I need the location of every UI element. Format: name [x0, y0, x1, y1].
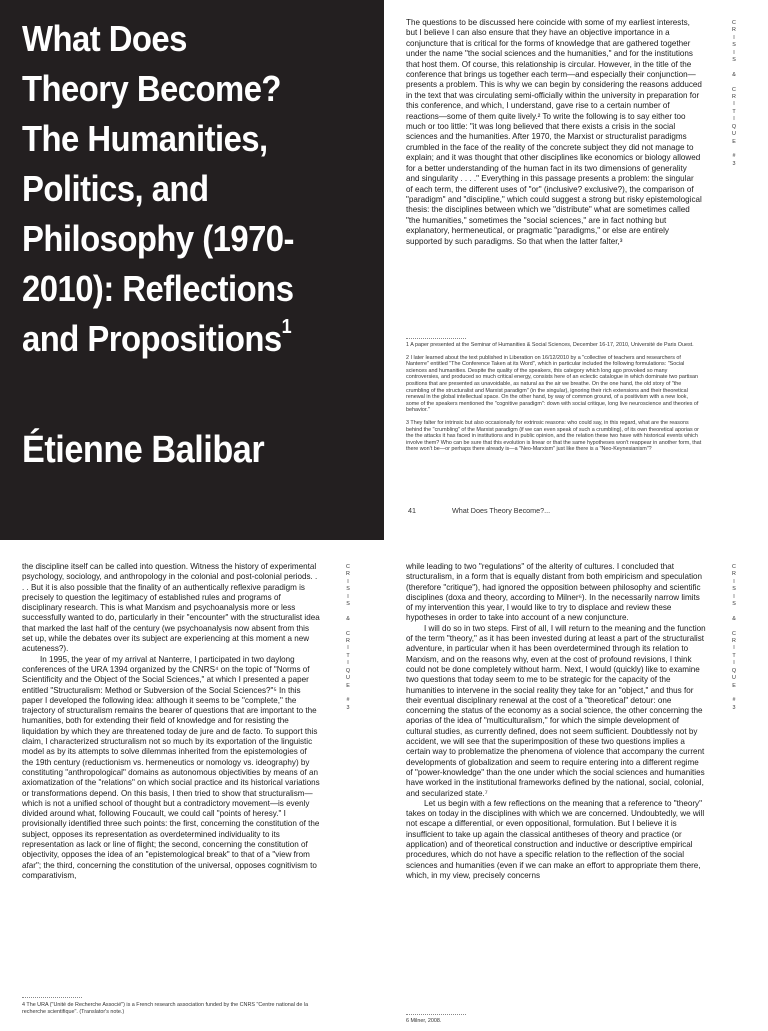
footnote: 6 Milner, 2008.: [406, 1018, 442, 1024]
title-footnote-marker: 1: [281, 316, 292, 338]
top-right-body: [406, 18, 702, 247]
title-line: The Humanities,: [22, 118, 268, 159]
footnote: 3 They falter for intrinsic but also occasionally for extrinsic reasons: who could say, in this regard, what are the reasons behind the "crumbling" of the Marxist paradigm (if we can even speak of such a crumbling), of its own theoretical aporias or the the attacks it has faced in institutions and in public opinion, and the relation these two have with historical events which involve them? Who can be sure that this evolution is linear or that the same hypotheses won't reappear in another form, that there won't be—or perhaps there already is—a "Neo-Marxism" just like there is a "Neo-Keynesianism"?: [406, 419, 702, 453]
running-title: What Does Theory Become?...: [452, 506, 551, 515]
title-line: 2010): Reflections: [22, 268, 294, 309]
title-line: and Propositions: [22, 318, 282, 359]
footnote-divider: [406, 338, 466, 339]
footnote-divider: [22, 997, 82, 998]
page-number: 41: [408, 506, 416, 515]
journal-side-label: C R I S I S & C R I T I Q U E # 3: [731, 20, 737, 167]
top-footnotes: [406, 342, 702, 459]
bottom-left-body: [22, 562, 320, 881]
paragraph: the discipline itself can be called into question. Witness the history of experimental psychology, sociology, and anthropology in the colonial and post-colonial periods. . . . But it is also possible that the finality of an authentically reflexive paradigm is precisely to question the legitimacy of established rules and programs of disciplinary research. This is what Marxism and psychoanalysis more or less successfully wanted to do, particularly in their "encounter" with the structuralist idea that marked the last half of the century (we psychoanalysis now absent from this set up, while the debates over its subject are experiencing at this moment a new acuteness?).: [22, 562, 320, 654]
journal-side-label: C R I S I S & C R I T I Q U E # 3: [731, 564, 737, 711]
article-title: [22, 14, 382, 364]
title-block: [0, 0, 384, 540]
title-line: Politics, and: [22, 168, 209, 209]
paragraph: I will do so in two steps. First of all, I will return to the meaning and the function of the term "theory," as it has been invested during at least a part of the structuralist adventure, in particular when it has been overdetermined through its relation to Marxism, and on the reasons why, even at the cost of profound revisions, I think could not be done completely without harm. Next, I would (quickly) like to examine two questions that today seem to me to be strategic for the capacity of the humanities to intervene in the social reality they take for an "object," and thus for their eventual disciplinary renewal at the cost of a "theoretical" detour: one concerning the status of the economy as a social science, the other concerning the aporias of the idea of "multiculturalism," for which the simple development of cultural studies, as currently defined, does not seem sufficient. Doubtlessly not by accident, we will see that the superimposition of these two questions implies a certain way to problematize the phenomena of violence that accompany the current developments of globalization and seem to require entering into a different regime of "power-knowledge" than the one under which the social sciences and humanities have worked in the institutional frameworks defined by the national, social, colonial, and secularized state.⁷: [406, 623, 706, 798]
footnote-divider: [406, 1014, 466, 1015]
title-line: Philosophy (1970-: [22, 218, 294, 259]
footnote: 4 The URA ("Unité de Recherche Associé") is a French research association funded by the CNRS "Centre national de la recherche scientifique". (Translator's note.): [22, 1002, 309, 1015]
footnote: 1 A paper presented at the Seminar of Humanities & Social Sciences, December 16-17, 2010, Université de Paris Ouest.: [406, 342, 694, 348]
paragraph: Let us begin with a few reflections on the meaning that a reference to "theory" takes on today in the disciplines with which we are concerned. Undoubtedly, we will not escape a differential, or even oppositional, formulation. But I believe it is insufficient to take up again the classical antitheses of theory and practice (or application) and of theoretical construction and inductive or descriptive empirical procedures, which do not have a specific relation to the reflection of the social sciences and humanities (even if we can make an effort to appropriate them there, which, in my view, precisely concerns: [406, 798, 705, 880]
journal-side-label: C R I S I S & C R I T I Q U E # 3: [345, 564, 351, 711]
paragraph: In 1995, the year of my arrival at Nanterre, I participated in two daylong conferences of the URA 1394 organized by the CNRS⁴ on the topic of "Norms of Scientificity and the Object of the Social Sciences," at which I presented a paper entitled "Structuralism: Method or Subversion of the Social Sciences?"⁵ In this paper I developed the following idea: although it seems to be "complete," the trajectory of structuralism remains the bearer of questions that are important to the humanities, both for extending their field of knowledge and for resisting the liquidation by which they are threatened today de jure and de facto. To support this claim, I characterized structuralism not so much by its exportation of the linguistic model as by its attempts to solve dilemmas inherited from the epistemologies of the 19th century (reductionism vs. hermeneutics or nomology vs. ideography) by constituting "anthropological" domains as autonomous objectivities by means of an axiomatization of the "relations" on which social practice and its historical variations or transformations depend. On this basis, I then tried to show that structuralism—which is not a unified school of thought but a contradictory movement—is evenly divided around what, following Foucault, we could call "points of heresy." I provisionally identified three such points: the first, concerning the constitution of the subject, opposes its representation as overdetermined individuality to its representation as lack or line of flight; the second, concerning the constitution of objectivity, opposes the idea of an "epistemological break" to that of a "view from afar"; the third, concerning the constitution of the universal, opposes cognitivism to comparativism,: [22, 654, 320, 880]
bottom-right-footnotes: [406, 1018, 706, 1031]
folio: [408, 506, 550, 515]
bottom-right-body: [406, 562, 706, 881]
author-name: Étienne Balibar: [22, 429, 265, 471]
paragraph: while leading to two "regulations" of the alterity of cultures. I concluded that structuralism, in a form that is equally distant from both empiricism and speculation (therefore "critique"), had ignored the opposition between philosophy and scientific disciplines (doxa and theory, according to Milner⁶). In the necessarily narrow limits of my intervention this year, I would like to try to displace and review these hypotheses in order to take into account of a new conjuncture.: [406, 562, 702, 623]
footnote: 2 I later learned about the text published in Liberation on 16/12/2010 by a "collective of teachers and researchers of Nanterre" entitled "The Conference Taken at its Word", which in particular included the following formulations: "Social sciences and humanities. Despite the quality of the speakers, this category which long ago provoked so many controversies, and produced so much critical energy, consists here of an eclectic catalogue in which dominate two partisan positions that are presented as unavoidable, as natural as the air we breathe. On the one hand, the old story of "the crumbling of the structuralist and Marxist paradigm" (in the singular), ignoring their rich extensions and their theoretical renewal in the global intellectual space. On the other hand, by way of common ground, of a positivism with a new look, some of the speakers mentioned the "cognitive paradigm": down with social critique, long live neuroscience and theories of behavior.": [406, 354, 699, 414]
bottom-left-footnotes: [22, 1002, 322, 1021]
title-line: Theory Become?: [22, 68, 281, 109]
paragraph: The questions to be discussed here coincide with some of my earliest interests, but I believe I can also ensure that they have an objective importance in a conjuncture that is critical for the forms of knowledge that are gathered together under the name "the social sciences and the humanities," and for the institutions that host them. Of course, this relationship is circular. However, in the title of the conference that brings us together each term—and especially their conjunction—presents a problem. This is why we can begin by considering the reasons adduced in the text that was circulating semi-officially within the university in preparation for this conference, and which, I understand, gave rise to a certain number of reactions—some of them quite lively.² To write the following is to say either too much or too little: "it was long believed that there exists a crisis in the social sciences and the humanities. After 1970, the Marxist or structuralist paradigms crumbled in the face of the reality of the concrete subject they did not manage to explain; and it was thought that other disciplines like economics or biology allowed for a better understanding of the human fact in its two dimensions of generality and singularity . . . ." Everything in this passage presents a problem: the singular of each term, the different uses of "or" (inclusive? exclusive?), the comparison of "paradigm" and "discipline," which could suggest a strong but risky epistemological thesis: the disciplines between which we "distribute" what are sometimes called "the humanities," sometimes the "social sciences," are in fact nothing but explanatory, hermeneutical, or pragmatic "paradigms," or else are entirely supported by such paradigms. So that when the latter falter,³: [406, 18, 702, 246]
title-line: What Does: [22, 18, 187, 59]
